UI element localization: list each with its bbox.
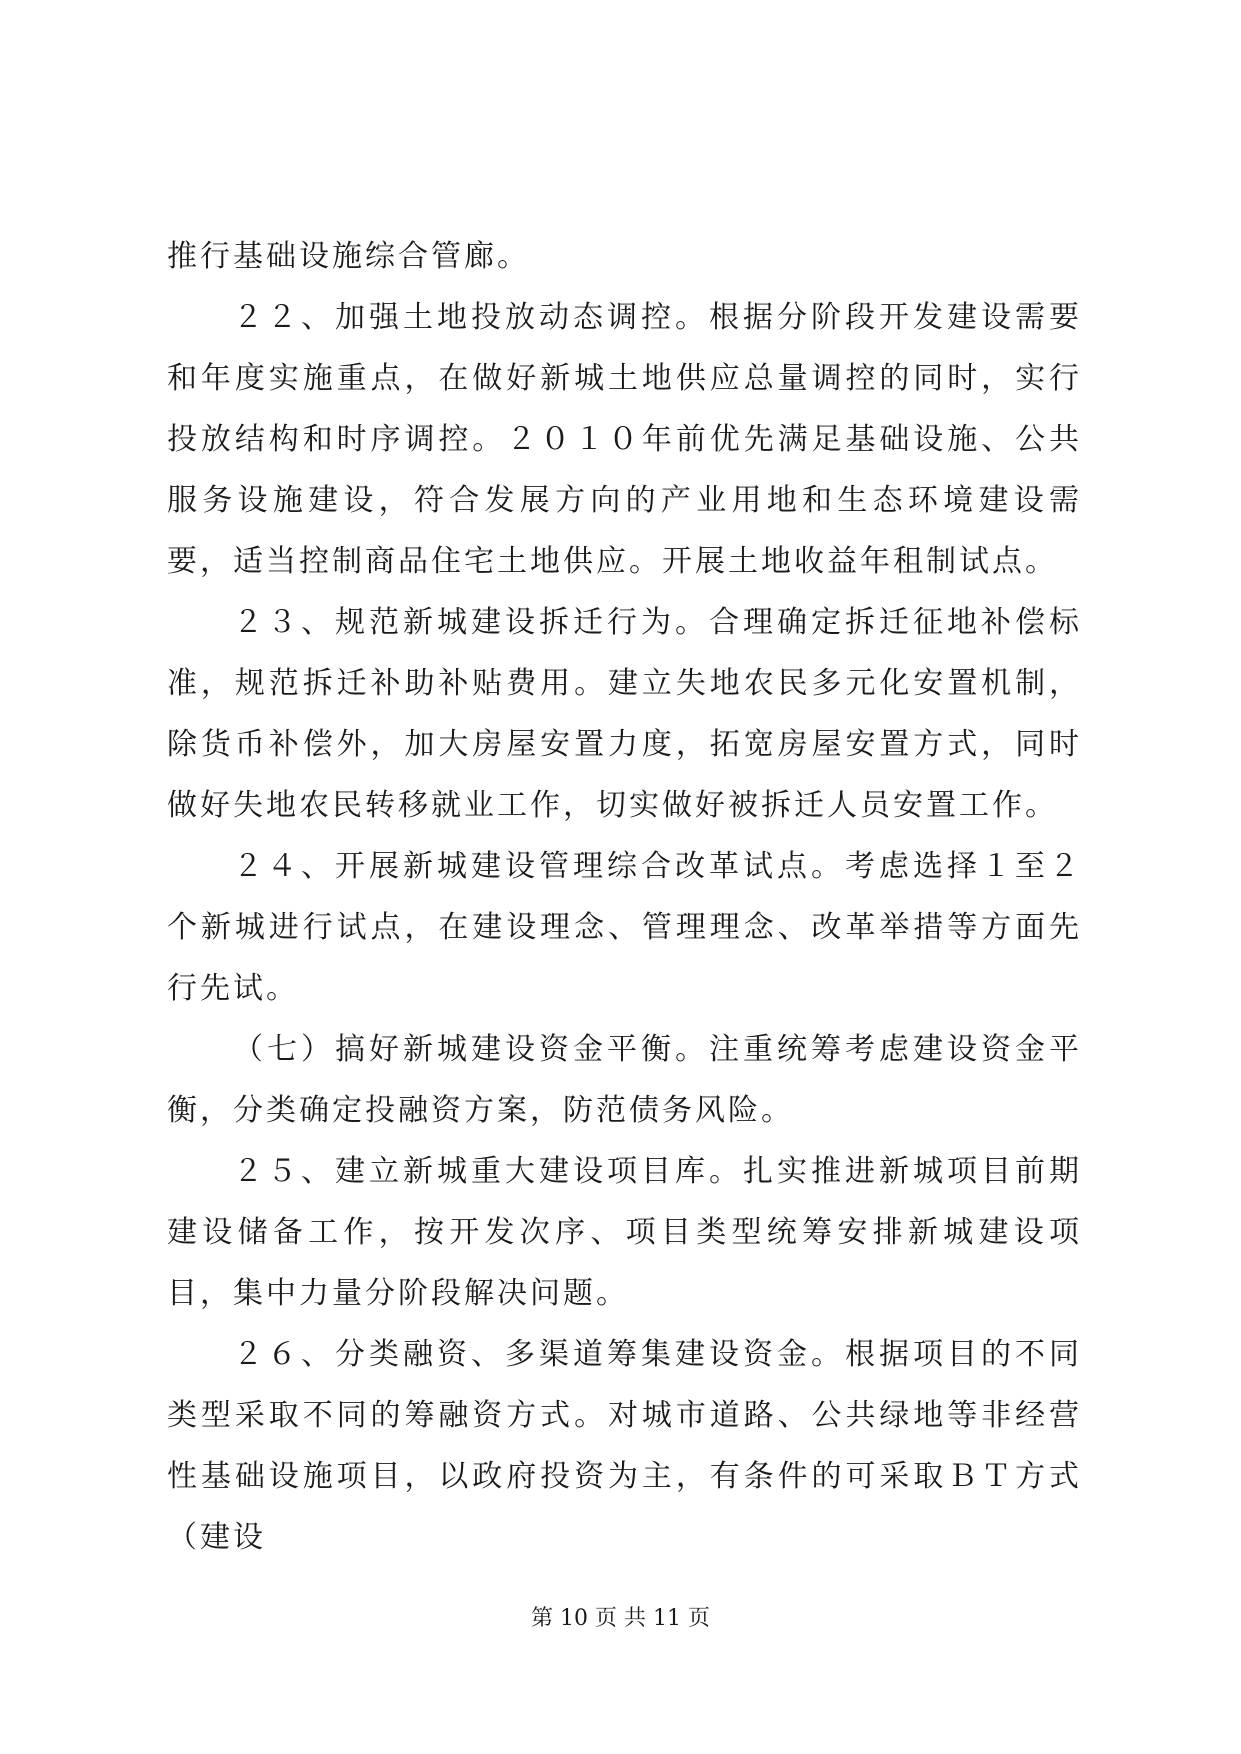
page-footer	[0, 1604, 1241, 1634]
paragraph-item-26: ２６、分类融资、多渠道筹集建设资金。根据项目的不同类型采取不同的筹融资方式。对城市道路、公共绿地等非经营性基础设施项目，以政府投资为主，有条件的可采取ＢＴ方式（建设	[167, 1337, 1082, 1555]
paragraph-item-23: ２３、规范新城建设拆迁行为。合理确定拆迁征地补偿标准，规范拆迁补助补贴费用。建立失地农民多元化安置机制，除货币补偿外，加大房屋安置力度，拓宽房屋安置方式，同时做好失地农民转移就业工作，切实做好被拆迁人员安置工作。	[167, 605, 1082, 823]
document-body	[167, 226, 1082, 1568]
paragraph-continuation: 推行基础设施综合管廊。	[167, 239, 530, 274]
paragraph-item-24: ２４、开展新城建设管理综合改革试点。考虑选择１至２个新城进行试点，在建设理念、管理理念、改革举措等方面先行先试。	[167, 849, 1082, 1006]
paragraph-item-22: ２２、加强土地投放动态调控。根据分阶段开发建设需要和年度实施重点，在做好新城土地供应总量调控的同时，实行投放结构和时序调控。２０１０年前优先满足基础设施、公共服务设施建设，符合发展方向的产业用地和生态环境建设需要，适当控制商品住宅土地供应。开展土地收益年租制试点。	[167, 300, 1082, 579]
paragraph-section-7: （七）搞好新城建设资金平衡。注重统筹考虑建设资金平衡，分类确定投融资方案，防范债务风险。	[167, 1032, 1082, 1128]
paragraph-item-25: ２５、建立新城重大建设项目库。扎实推进新城项目前期建设储备工作，按开发次序、项目类型统筹安排新城建设项目，集中力量分阶段解决问题。	[167, 1154, 1082, 1311]
page-number-label: 第 10 页 共 11 页	[531, 1606, 710, 1631]
